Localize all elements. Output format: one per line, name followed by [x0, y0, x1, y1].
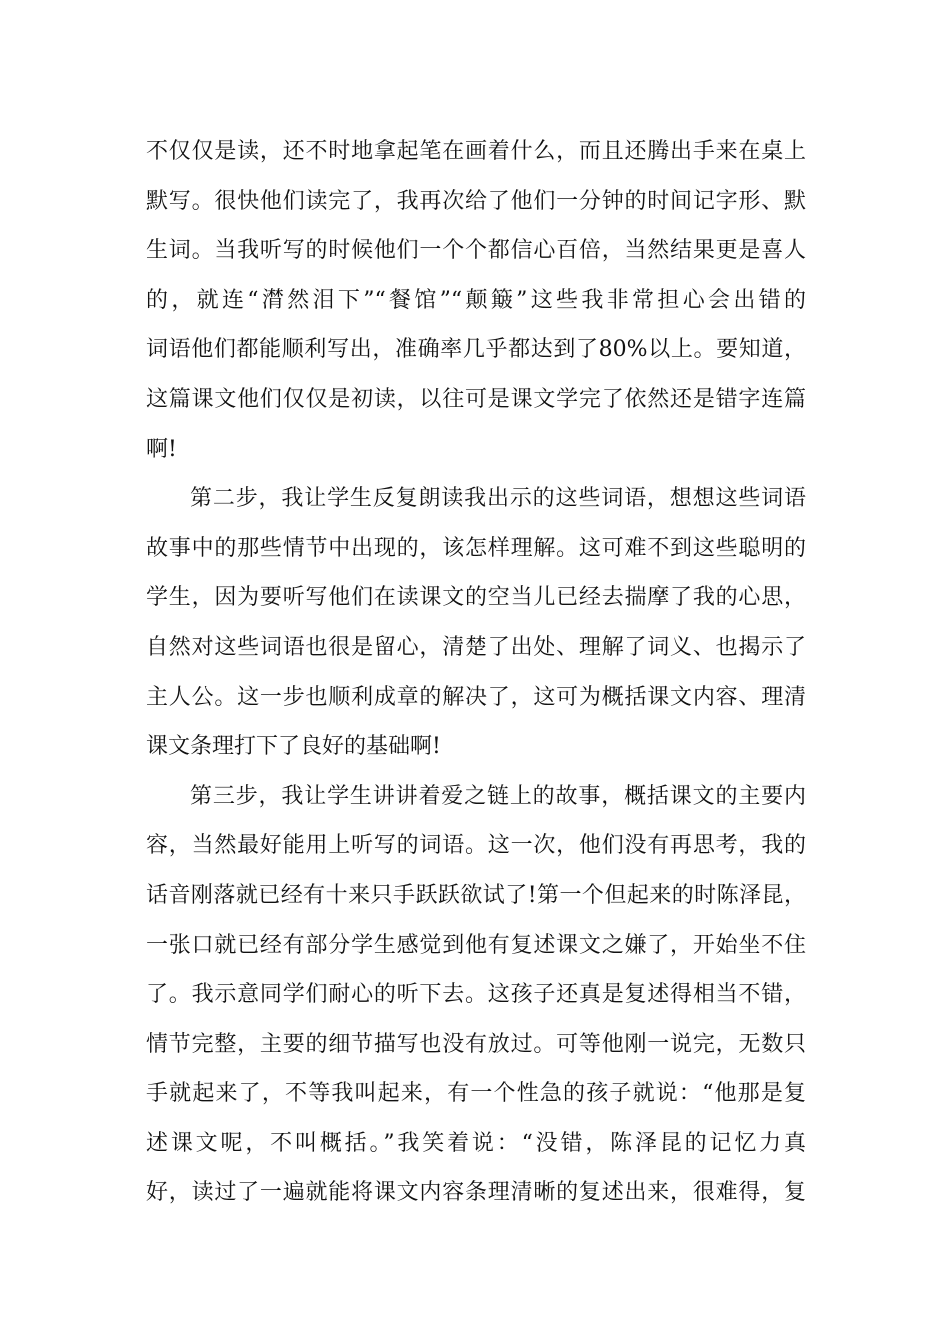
text-line: 情节完整，主要的细节描写也没有放过。可等他刚一说完，无数只 [146, 1031, 806, 1057]
text-line: 述课文呢，不叫概括。”我笑着说：“没错，陈泽昆的记忆力真 [146, 1130, 806, 1156]
text-line: 主人公。这一步也顺利成章的解决了，这可为概括课文内容、理清 [146, 684, 806, 710]
text-line: 好，读过了一遍就能将课文内容条理清晰的复述出来，很难得，复 [146, 1180, 806, 1206]
paragraph-start-line: 第三步，我让学生讲讲着爱之链上的故事，概括课文的主要内 [190, 783, 806, 809]
text-line: 的，就连“潸然泪下”“餐馆”“颠簸”这些我非常担心会出错的 [146, 287, 806, 313]
text-line: 这篇课文他们仅仅是初读，以往可是课文学完了依然还是错字连篇 [146, 386, 806, 412]
text-line: 容，当然最好能用上听写的词语。这一次，他们没有再思考，我的 [146, 833, 806, 859]
text-line: 啊! [146, 436, 177, 462]
text-line: 话音刚落就已经有十来只手跃跃欲试了!第一个但起来的时陈泽昆， [146, 882, 806, 908]
text-line: 生词。当我听写的时候他们一个个都信心百倍，当然结果更是喜人 [146, 238, 806, 264]
text-line: 默写。很快他们读完了，我再次给了他们一分钟的时间记字形、默 [146, 188, 806, 214]
text-line: 词语他们都能顺利写出，准确率几乎都达到了80%以上。要知道， [146, 337, 806, 363]
text-line: 不仅仅是读，还不时地拿起笔在画着什么，而且还腾出手来在桌上 [146, 139, 806, 164]
text-line: 自然对这些词语也很是留心，清楚了出处、理解了词义、也揭示了 [146, 634, 806, 660]
text-line: 学生，因为要听写他们在读课文的空当儿已经去揣摩了我的心思， [146, 585, 806, 611]
text-line: 故事中的那些情节中出现的，该怎样理解。这可难不到这些聪明的 [146, 535, 806, 561]
text-line: 手就起来了，不等我叫起来，有一个性急的孩子就说：“他那是复 [146, 1081, 806, 1107]
text-line: 课文条理打下了良好的基础啊! [146, 734, 441, 760]
text-line: 了。我示意同学们耐心的听下去。这孩子还真是复述得相当不错， [146, 982, 806, 1008]
body-text [146, 127, 806, 1218]
text-line: 一张口就已经有部分学生感觉到他有复述课文之嫌了，开始坐不住 [146, 932, 806, 958]
paragraph-start-line: 第二步，我让学生反复朗读我出示的这些词语，想想这些词语 [190, 486, 806, 512]
